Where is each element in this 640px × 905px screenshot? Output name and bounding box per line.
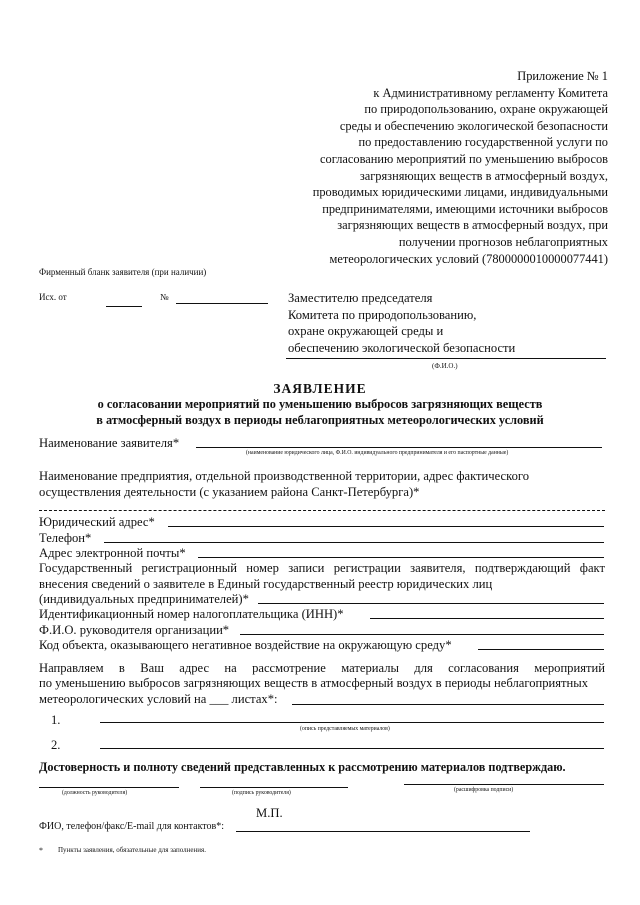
- enterprise-line[interactable]: [39, 510, 605, 511]
- director-line[interactable]: [240, 634, 604, 635]
- legal-address-line[interactable]: [168, 526, 604, 527]
- outgoing-number-label: №: [160, 292, 169, 302]
- email-line[interactable]: [198, 557, 604, 558]
- email-label: Адрес электронной почты*: [39, 546, 186, 560]
- outgoing-date-line[interactable]: [106, 306, 142, 307]
- materials-item-2-line[interactable]: [100, 748, 604, 749]
- appendix-line-6: согласованию мероприятий по уменьшению выбросов: [320, 151, 608, 166]
- ogrn-line[interactable]: [258, 603, 604, 604]
- submission-line-1: Направляем в Ваш адрес на рассмотрение материалы для согласования мероприятий: [39, 661, 605, 675]
- addressee-block: [288, 290, 515, 356]
- submission-pages-line[interactable]: [292, 704, 604, 705]
- appendix-line-7: загрязняющих веществ в атмосферный воздух,: [359, 168, 608, 183]
- appendix-line-2: к Административному регламенту Комитета: [373, 85, 608, 100]
- document-title: ЗАЯВЛЕНИЕ: [273, 381, 367, 396]
- contacts-line[interactable]: [236, 831, 530, 832]
- enterprise-label-2: осуществления деятельности (с указанием района Санкт-Петербурга)*: [39, 485, 420, 499]
- appendix-line-10: загрязняющих веществ в атмосферный воздух, при: [337, 218, 608, 233]
- position-caption: (должность руководителя): [62, 790, 128, 796]
- materials-caption: (опись представляемых материалов): [300, 726, 390, 732]
- position-line[interactable]: [39, 787, 179, 788]
- stamp-place: М.П.: [256, 806, 283, 820]
- contacts-label: ФИО, телефон/факс/E-mail для контактов*:: [39, 821, 225, 832]
- addressee-line-1: Заместителю председателя: [288, 291, 433, 305]
- inn-line[interactable]: [370, 618, 604, 619]
- ogrn-label-3: (индивидуальных предпринимателей)*: [39, 592, 249, 606]
- director-label: Ф.И.О. руководителя организации*: [39, 623, 230, 637]
- phone-line[interactable]: [104, 542, 604, 543]
- applicant-name-line[interactable]: [196, 447, 602, 448]
- addressee-line-4: обеспечению экологической безопасности: [288, 340, 516, 355]
- appendix-line-11: получении прогнозов неблагоприятных: [398, 234, 608, 249]
- outgoing-number-line[interactable]: [176, 303, 268, 304]
- confirmation-text: Достоверность и полноту сведений представленных к рассмотрению материалов подтверждаю.: [39, 760, 566, 774]
- sign-caption: (подпись руководителя): [232, 790, 291, 796]
- applicant-name-caption: (наименование юридического лица, Ф.И.О. индивидуального предпринимателя и его паспортные данные): [246, 450, 509, 456]
- sign-line[interactable]: [200, 787, 348, 788]
- appendix-line-12: метеорологических условий (7800000010000077441): [329, 251, 608, 266]
- appendix-line-5: по предоставлению государственной услуги по: [358, 135, 608, 150]
- object-code-line[interactable]: [478, 649, 604, 650]
- fio-caption: (Ф.И.О.): [432, 362, 458, 370]
- addressee-line-3: охране окружающей среды и: [288, 324, 444, 338]
- footnote-mark: *: [39, 846, 43, 855]
- ogrn-label-2: внесения сведений о заявителе в Единый государственный реестр юридических лиц: [39, 577, 493, 591]
- legal-address-label: Юридический адрес*: [39, 515, 155, 529]
- letterhead-label: Фирменный бланк заявителя (при наличии): [39, 267, 207, 277]
- decode-caption: (расшифровка подписи): [454, 787, 514, 793]
- appendix-block: [313, 68, 608, 267]
- appendix-line-1: Приложение № 1: [517, 69, 608, 83]
- materials-item-1-line[interactable]: [100, 722, 604, 723]
- document-subtitle-1: о согласовании мероприятий по уменьшению выбросов загрязняющих веществ: [97, 397, 543, 411]
- ogrn-label-1: Государственный регистрационный номер записи регистрации заявителя, подтверждающий факт: [39, 561, 605, 575]
- outgoing-date-label: Исх. от: [39, 292, 67, 302]
- enterprise-label-1: Наименование предприятия, отдельной производственной территории, адрес фактического: [39, 469, 530, 483]
- footnote-text: Пункты заявления, обязательные для заполнения.: [58, 846, 206, 854]
- materials-item-1-number: 1.: [51, 713, 61, 727]
- appendix-line-3: по природопользованию, охране окружающей: [364, 102, 608, 117]
- addressee-fio-line[interactable]: [286, 358, 606, 359]
- document-subtitle-2: в атмосферный воздух в периоды неблагоприятных метеорологических условий: [96, 413, 544, 427]
- appendix-line-4: среды и обеспечению экологической безопасности: [339, 118, 608, 133]
- phone-label: Телефон*: [39, 531, 92, 545]
- applicant-name-label: Наименование заявителя*: [39, 436, 180, 450]
- submission-line-2: по уменьшению выбросов загрязняющих веществ в атмосферный воздух в периоды неблагоприятных: [39, 676, 589, 690]
- appendix-line-9: предпринимателями, имеющими источники выбросов: [322, 201, 608, 216]
- addressee-line-2: Комитета по природопользованию,: [288, 307, 477, 322]
- submission-line-3: метеорологических условий на ___ листах*:: [39, 692, 278, 706]
- object-code-label: Код объекта, оказывающего негативное воздействие на окружающую среду*: [39, 638, 452, 652]
- appendix-line-8: проводимых юридическими лицами, индивидуальными: [312, 185, 608, 200]
- materials-item-2-number: 2.: [51, 738, 61, 752]
- decode-line[interactable]: [404, 784, 604, 785]
- inn-label: Идентификационный номер налогоплательщика (ИНН)*: [39, 607, 344, 621]
